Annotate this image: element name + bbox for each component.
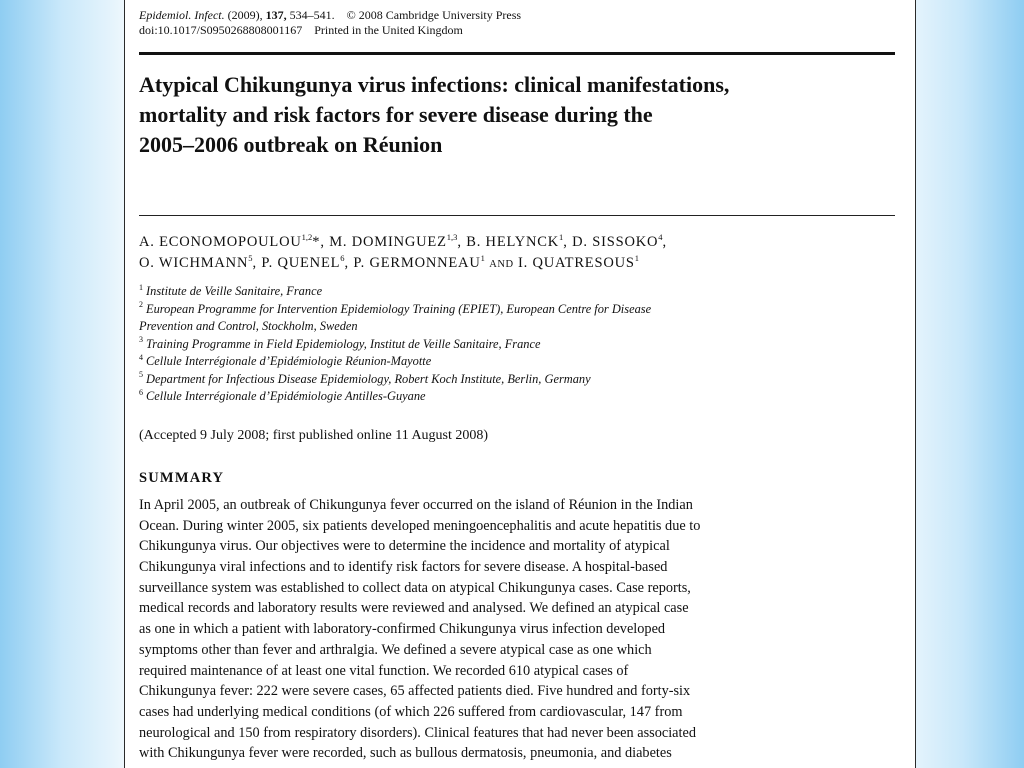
accepted-date: (Accepted 9 July 2008; first published online 11 August 2008) <box>139 428 489 443</box>
affiliation-item <box>139 283 651 301</box>
author-name: I. QUATRESOUS <box>517 255 635 271</box>
author-separator: , <box>252 255 257 271</box>
author-separator: , <box>344 255 349 271</box>
summary-line: Ocean. During winter 2005, six patients developed meningoencephalitis and acute hepatitis due to <box>139 517 701 534</box>
summary-text <box>139 495 700 764</box>
summary-heading: SUMMARY <box>139 470 225 486</box>
summary-line: medical records and laboratory results were reviewed and analysed. We defined an atypical case <box>139 600 689 617</box>
affiliation-text: Institute de Veille Sanitaire, France <box>146 284 323 298</box>
affiliation-marker: 6 <box>340 253 345 264</box>
affiliation-item <box>139 301 651 319</box>
affiliation-number: 3 <box>139 335 143 345</box>
summary-line: as one in which a patient with laboratory-confirmed Chikungunya virus infection developed <box>139 621 666 638</box>
summary-line: symptoms other than fever and arthralgia. We defined a severe atypical case as one which <box>139 641 652 658</box>
affiliation-text: Cellule Interrégionale d’Epidémiologie Antilles-Guyane <box>146 389 426 403</box>
author-name: B. HELYNCK <box>466 234 559 250</box>
summary-line: cases had underlying medical conditions (of which 226 suffered from cardiovascular, 147 from <box>139 703 683 720</box>
author-line <box>139 253 667 275</box>
author-separator: , <box>563 234 568 250</box>
author-name: P. QUENEL <box>261 255 341 271</box>
summary-line: with Chikungunya fever were recorded, such as bullous dermatosis, pneumonia, and diabetes <box>139 745 672 762</box>
affiliation-item <box>139 388 651 406</box>
affiliation-item <box>139 336 651 354</box>
author-line <box>139 232 667 253</box>
author-separator: , <box>662 234 667 250</box>
author-name: O. WICHMANN <box>139 255 249 271</box>
affiliation-item <box>139 371 651 389</box>
title-rule <box>139 215 895 216</box>
journal-header <box>139 8 521 38</box>
affiliation-text: European Programme for Intervention Epidemiology Training (EPIET), European Centre for Disease <box>146 301 652 316</box>
affiliation-marker: 1 <box>558 232 564 243</box>
affiliations <box>139 283 651 406</box>
author-name: A. ECONOMOPOULOU <box>139 234 302 250</box>
and-conjunction: AND <box>489 259 514 270</box>
affiliation-continuation: Prevention and Control, Stockholm, Sweden <box>139 319 358 333</box>
header-rule <box>139 52 895 55</box>
summary-line: Chikungunya viral infections and to identify risk factors for severe disease. A hospital-based <box>139 559 668 576</box>
summary-line: Chikungunya fever: 222 were severe cases, 65 affected patients died. Five hundred and forty-six <box>139 683 691 700</box>
author-separator: , <box>457 234 462 250</box>
affiliation-text: Department for Infectious Disease Epidemiology, Robert Koch Institute, Berlin, Germany <box>146 371 591 386</box>
affiliation-item <box>139 353 651 371</box>
title-line: mortality and risk factors for severe disease during the <box>139 102 653 127</box>
affiliation-number: 4 <box>139 352 143 362</box>
affiliation-marker: 1,2 <box>301 232 313 243</box>
citation-line <box>139 8 521 23</box>
author-name: P. GERMONNEAU <box>353 255 481 271</box>
affiliation-number: 1 <box>139 282 143 292</box>
doi-line <box>139 23 521 38</box>
title-line: 2005–2006 outbreak on Réunion <box>139 132 443 157</box>
doi[interactable]: doi:10.1017/S0950268808001167 <box>139 23 303 37</box>
affiliation-marker: 1 <box>634 253 639 264</box>
author-name: M. DOMINGUEZ <box>329 234 447 250</box>
article-page <box>124 0 916 768</box>
affiliation-text: Cellule Interrégionale d’Epidémiologie Réunion-Mayotte <box>146 354 432 368</box>
affiliation-marker: 1,3 <box>446 232 458 243</box>
author-name: D. SISSOKO <box>572 234 659 250</box>
affiliation-marker: 1 <box>480 253 485 264</box>
affiliation-marker: 4 <box>658 232 663 243</box>
affiliation-marker: 5 <box>248 253 253 264</box>
copyright-notice: © 2008 Cambridge University Press <box>346 8 522 22</box>
affiliation-number: 5 <box>139 370 143 380</box>
corresponding-marker: *, <box>312 234 325 250</box>
summary-line: neurological and 150 from respiratory disorders). Clinical features that had never been associated <box>139 724 696 741</box>
journal-year: (2009), <box>227 8 263 22</box>
title-line: Atypical Chikungunya virus infections: clinical manifestations, <box>139 72 730 97</box>
author-list <box>139 232 667 275</box>
summary-line: Chikungunya virus. Our objectives were to determine the incidence and mortality of atypical <box>139 538 670 555</box>
summary-line: required maintenance of at least one vital function. We recorded 610 atypical cases of <box>139 662 629 679</box>
article-title <box>139 70 839 160</box>
affiliation-number: 6 <box>139 387 143 397</box>
affiliation-text: Training Programme in Field Epidemiology, Institut de Veille Sanitaire, France <box>146 336 541 351</box>
affiliation-number: 2 <box>139 300 143 310</box>
journal-name: Epidemiol. Infect. <box>139 8 225 22</box>
journal-pages: 534–541. <box>289 8 335 22</box>
journal-volume: 137, <box>265 8 287 22</box>
summary-line: surveillance system was established to collect data on atypical Chikungunya cases. Case reports, <box>139 579 691 596</box>
summary-line: In April 2005, an outbreak of Chikungunya fever occurred on the island of Réunion in the Indian <box>139 497 693 513</box>
printed-notice: Printed in the United Kingdom <box>314 23 463 37</box>
